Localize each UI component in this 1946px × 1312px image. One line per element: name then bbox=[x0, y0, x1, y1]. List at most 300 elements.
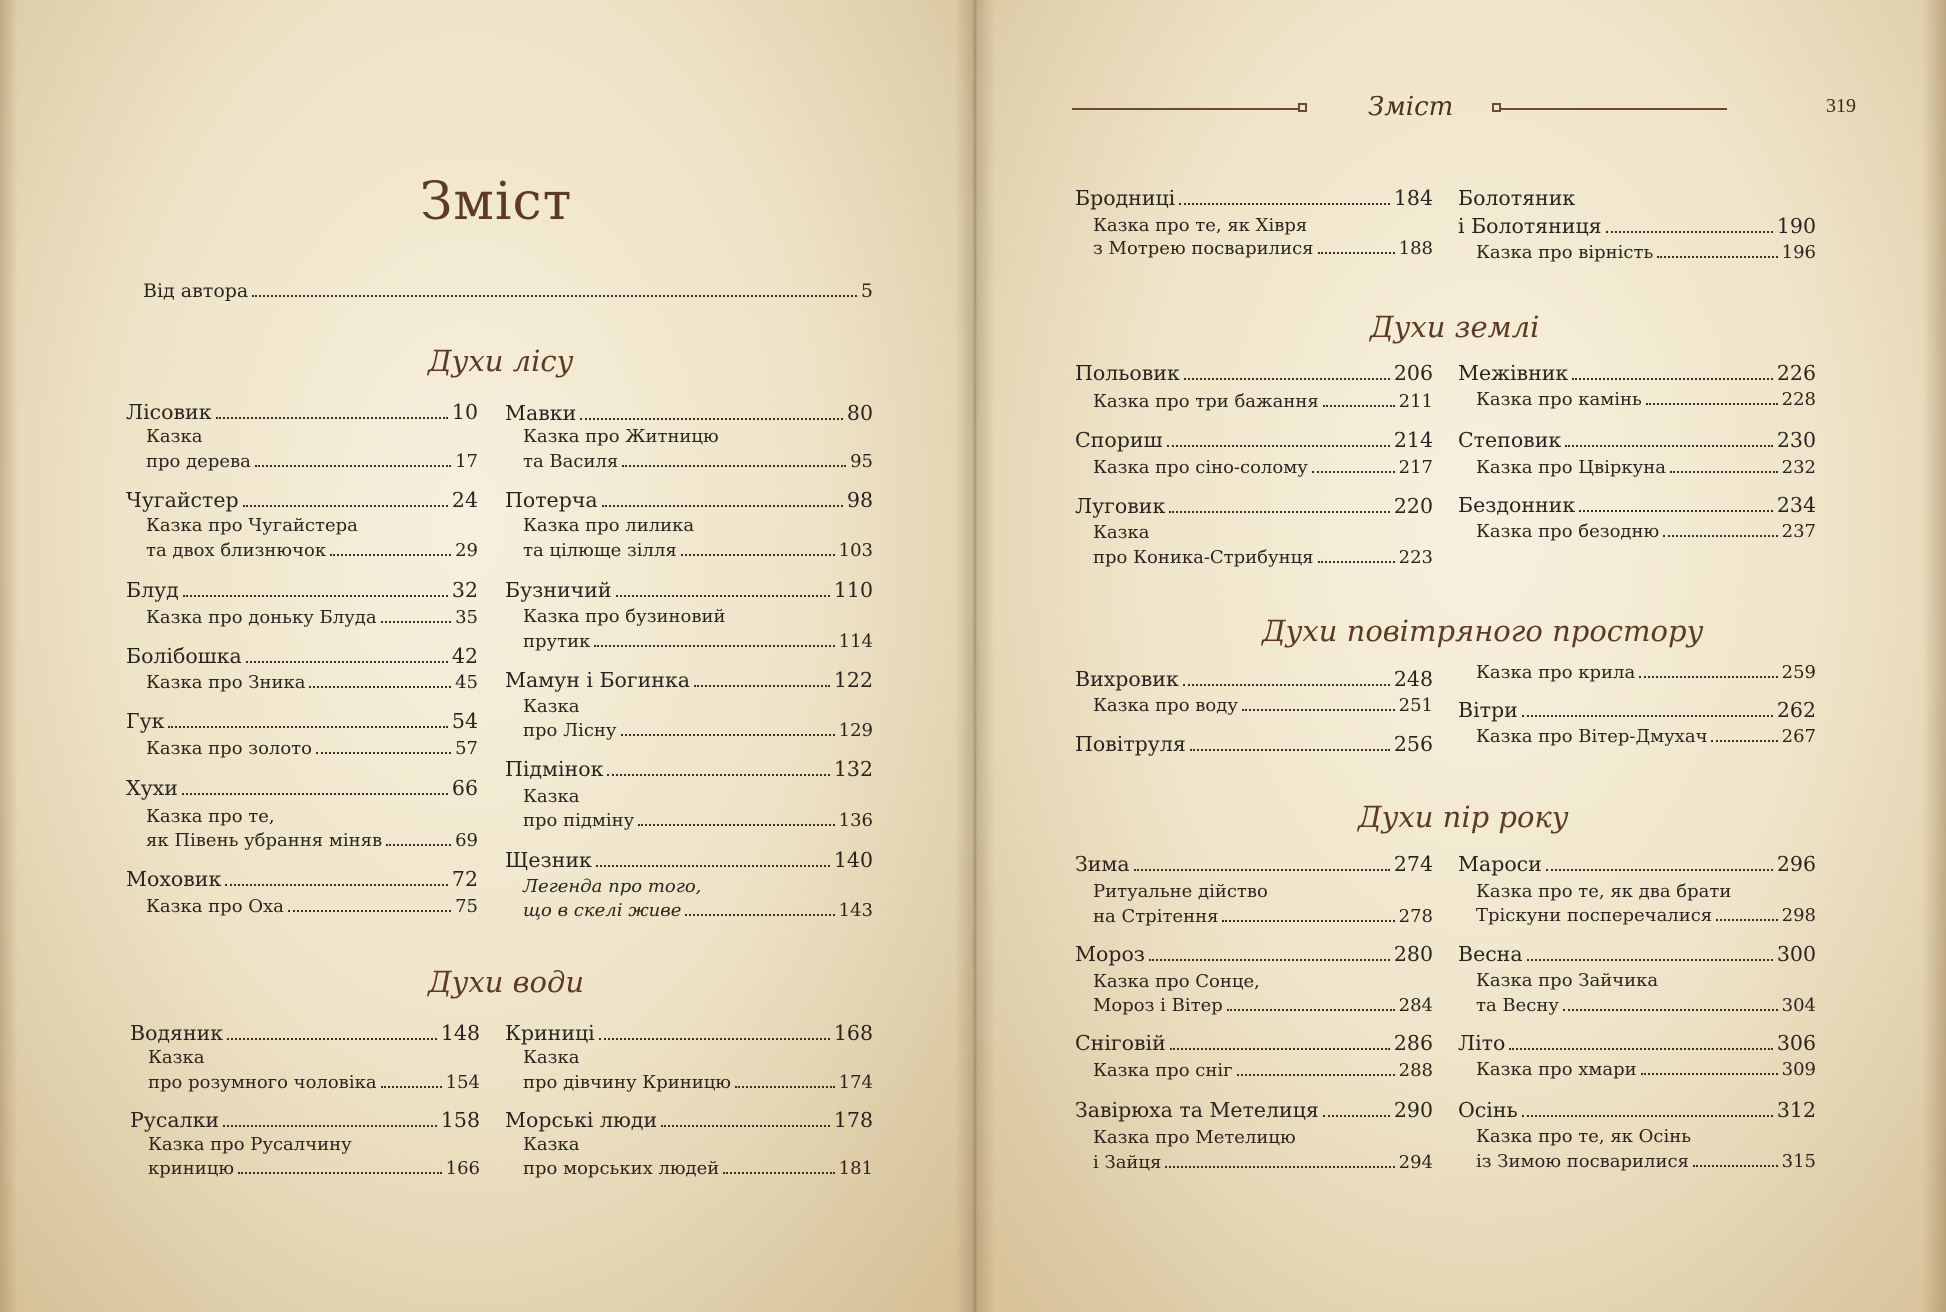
toc-sub-label-line: Казка про Сонце, bbox=[1093, 971, 1260, 992]
toc-page-number: 248 bbox=[1393, 667, 1433, 691]
toc-sub-label-line: Казка про те, bbox=[146, 806, 275, 827]
toc-sub-label-line: Казка bbox=[523, 786, 580, 807]
dot-leader bbox=[1657, 256, 1777, 258]
section-title-earth: Духи землі bbox=[1370, 310, 1540, 344]
toc-page-number: 66 bbox=[451, 776, 478, 800]
toc-label-line: Болотяник bbox=[1458, 186, 1576, 210]
toc-label: Мароси bbox=[1458, 852, 1542, 876]
toc-entry[interactable] bbox=[505, 668, 873, 692]
toc-page-number: 57 bbox=[455, 738, 478, 759]
dot-leader bbox=[1693, 1165, 1778, 1167]
toc-entry[interactable] bbox=[523, 810, 873, 831]
toc-label: Мамун і Богинка bbox=[505, 668, 690, 692]
toc-sub-label-line: Казка про те, як Хівря bbox=[1093, 215, 1308, 236]
toc-entry[interactable] bbox=[523, 1072, 873, 1093]
toc-page-number: 306 bbox=[1776, 1031, 1816, 1055]
toc-page-number: 29 bbox=[455, 540, 478, 561]
toc-label: Казка про Вітер-Дмухач bbox=[1476, 726, 1708, 747]
toc-sub-label-line: Казка bbox=[1093, 522, 1150, 543]
toc-entry[interactable] bbox=[505, 1108, 873, 1132]
toc-entry[interactable] bbox=[1458, 428, 1816, 452]
dot-leader bbox=[168, 726, 447, 728]
toc-page-number: 190 bbox=[1776, 214, 1816, 238]
dot-leader bbox=[1646, 403, 1778, 405]
toc-entry[interactable] bbox=[126, 776, 478, 800]
toc-entry[interactable] bbox=[1458, 852, 1816, 876]
toc-label: Тріскуни посперечалися bbox=[1476, 905, 1713, 926]
toc-label: Казка про крила bbox=[1476, 662, 1636, 683]
toc-label: та Весну bbox=[1476, 995, 1559, 1016]
toc-page-number: 140 bbox=[833, 848, 873, 872]
toc-page-number: 262 bbox=[1776, 698, 1816, 722]
toc-entry[interactable] bbox=[146, 540, 478, 561]
toc-sub-label-line: Казка про Русалчину bbox=[148, 1134, 352, 1155]
toc-entry[interactable] bbox=[1458, 698, 1816, 722]
toc-entry[interactable] bbox=[1093, 391, 1433, 412]
toc-page-number: 256 bbox=[1393, 732, 1433, 756]
toc-label: Криниці bbox=[505, 1021, 595, 1045]
dot-leader bbox=[1242, 709, 1395, 711]
toc-page-number: 24 bbox=[451, 488, 478, 512]
dot-leader bbox=[252, 295, 857, 297]
toc-page-number: 80 bbox=[846, 401, 873, 425]
toc-entry[interactable] bbox=[1476, 521, 1816, 542]
dot-leader bbox=[1572, 378, 1773, 380]
toc-label: та цілюще зілля bbox=[523, 540, 677, 561]
dot-leader bbox=[602, 505, 843, 507]
toc-page-number: 274 bbox=[1393, 852, 1433, 876]
toc-entry[interactable] bbox=[146, 607, 478, 628]
toc-entry[interactable] bbox=[130, 1108, 480, 1132]
dot-leader bbox=[381, 1086, 442, 1088]
toc-entry[interactable] bbox=[1075, 732, 1433, 756]
toc-label: Блуд bbox=[126, 578, 179, 602]
toc-entry[interactable] bbox=[1458, 493, 1816, 517]
toc-entry[interactable] bbox=[1476, 905, 1816, 926]
toc-label: Водяник bbox=[130, 1021, 224, 1045]
dot-leader bbox=[1563, 1009, 1778, 1011]
toc-page-number: 5 bbox=[860, 280, 873, 302]
toc-page-number: 110 bbox=[833, 578, 873, 602]
toc-page-number: 129 bbox=[838, 720, 873, 741]
dot-leader bbox=[246, 661, 448, 663]
toc-page-number: 103 bbox=[838, 540, 873, 561]
toc-sub-label-line: Казка про лилика bbox=[523, 515, 695, 536]
toc-label: Луговик bbox=[1075, 494, 1166, 518]
toc-entry[interactable] bbox=[1458, 1031, 1816, 1055]
toc-page-number: 158 bbox=[440, 1108, 480, 1132]
dot-leader bbox=[1190, 749, 1390, 751]
toc-page-number: 45 bbox=[455, 672, 478, 693]
toc-label: Осінь bbox=[1458, 1098, 1518, 1122]
toc-entry[interactable] bbox=[1476, 389, 1816, 410]
toc-entry[interactable] bbox=[1075, 361, 1433, 385]
toc-page-number: 228 bbox=[1781, 389, 1816, 410]
dot-leader bbox=[599, 1038, 830, 1040]
toc-label: Завірюха та Метелиця bbox=[1075, 1098, 1319, 1122]
toc-sub-label-line: Казка про те, як Осінь bbox=[1476, 1126, 1692, 1147]
toc-label: Мороз bbox=[1075, 942, 1145, 966]
dot-leader bbox=[255, 465, 451, 467]
book-gutter bbox=[955, 0, 995, 1312]
page-edge-shadow bbox=[1922, 0, 1946, 1312]
toc-page-number: 223 bbox=[1398, 547, 1433, 568]
toc-page-number: 54 bbox=[451, 709, 478, 733]
dot-leader bbox=[1134, 869, 1390, 871]
toc-label: Казка про три бажання bbox=[1093, 391, 1319, 412]
toc-entry[interactable] bbox=[1075, 1098, 1433, 1122]
toc-entry[interactable] bbox=[505, 757, 873, 781]
toc-entry[interactable] bbox=[1075, 186, 1433, 210]
running-head bbox=[1072, 94, 1732, 124]
toc-label: Вітри bbox=[1458, 698, 1518, 722]
dot-leader bbox=[216, 417, 448, 419]
toc-sub-label-line: Казка bbox=[523, 1047, 580, 1068]
toc-page-number: 188 bbox=[1398, 238, 1433, 259]
toc-label: криницю bbox=[148, 1158, 235, 1179]
dot-leader bbox=[1579, 510, 1773, 512]
page-edge-shadow bbox=[0, 0, 18, 1312]
toc-label: Казка про доньку Блуда bbox=[146, 607, 377, 628]
dot-leader bbox=[1716, 919, 1777, 921]
toc-page-number: 309 bbox=[1781, 1059, 1816, 1080]
head-ornament-right bbox=[1492, 103, 1501, 112]
toc-page-number: 69 bbox=[455, 830, 478, 851]
toc-label: Казка про безодню bbox=[1476, 521, 1660, 542]
dot-leader bbox=[681, 554, 835, 556]
toc-entry[interactable] bbox=[1075, 852, 1433, 876]
toc-sub-label-line: Ритуальне дійство bbox=[1093, 881, 1268, 902]
toc-entry[interactable] bbox=[523, 900, 873, 921]
toc-entry[interactable] bbox=[1476, 457, 1816, 478]
toc-page-number: 154 bbox=[445, 1072, 480, 1093]
toc-page-number: 304 bbox=[1781, 995, 1816, 1016]
toc-label: і Зайця bbox=[1093, 1152, 1162, 1173]
toc-label: Щезник bbox=[505, 848, 592, 872]
dot-leader bbox=[616, 595, 830, 597]
toc-label: про Коника-Стрибунця bbox=[1093, 547, 1314, 568]
toc-page-number: 232 bbox=[1781, 457, 1816, 478]
toc-label: Вихровик bbox=[1075, 667, 1179, 691]
dot-leader bbox=[735, 1086, 835, 1088]
toc-page-number: 220 bbox=[1393, 494, 1433, 518]
toc-page-number: 259 bbox=[1781, 662, 1816, 683]
dot-leader bbox=[1323, 405, 1395, 407]
toc-page-number: 166 bbox=[445, 1158, 480, 1179]
toc-entry[interactable] bbox=[523, 631, 873, 652]
dot-leader bbox=[1606, 231, 1773, 233]
dot-leader bbox=[1323, 1115, 1390, 1117]
dot-leader bbox=[1318, 252, 1395, 254]
toc-entry[interactable] bbox=[1075, 942, 1433, 966]
toc-label: Мавки bbox=[505, 401, 577, 425]
dot-leader bbox=[309, 686, 451, 688]
toc-page-number: 168 bbox=[833, 1021, 873, 1045]
toc-label: Казка про сніг bbox=[1093, 1060, 1233, 1081]
toc-label: про морських людей bbox=[523, 1158, 720, 1179]
toc-entry[interactable] bbox=[126, 867, 478, 891]
toc-entry[interactable] bbox=[146, 672, 478, 693]
dot-leader bbox=[1222, 920, 1394, 922]
toc-page-number: 286 bbox=[1393, 1031, 1433, 1055]
dot-leader bbox=[1641, 1073, 1778, 1075]
toc-entry[interactable] bbox=[505, 401, 873, 425]
toc-label: прутик bbox=[523, 631, 591, 652]
dot-leader bbox=[1522, 715, 1773, 717]
toc-label: з Мотрею посварилися bbox=[1093, 238, 1314, 259]
toc-page-number: 32 bbox=[451, 578, 478, 602]
dot-leader bbox=[1711, 740, 1777, 742]
toc-entry[interactable] bbox=[1458, 1098, 1816, 1122]
toc-page-number: 284 bbox=[1398, 995, 1433, 1016]
dot-leader bbox=[1670, 471, 1778, 473]
dot-leader bbox=[1183, 684, 1390, 686]
toc-entry[interactable] bbox=[505, 488, 873, 512]
toc-entry[interactable] bbox=[1458, 361, 1816, 385]
toc-entry[interactable] bbox=[126, 709, 478, 733]
toc-page-number: 230 bbox=[1776, 428, 1816, 452]
toc-entry[interactable] bbox=[523, 1158, 873, 1179]
toc-label: та Василя bbox=[523, 451, 619, 472]
toc-label: Казка про воду bbox=[1093, 695, 1238, 716]
toc-label: Від автора bbox=[143, 280, 249, 302]
toc-entry[interactable] bbox=[1476, 726, 1816, 747]
dot-leader bbox=[1318, 561, 1395, 563]
toc-sub-label-line: Казка про Метелицю bbox=[1093, 1127, 1296, 1148]
toc-page-number: 72 bbox=[451, 867, 478, 891]
dot-leader bbox=[223, 1125, 437, 1127]
toc-entry[interactable] bbox=[1075, 667, 1433, 691]
toc-entry[interactable] bbox=[1476, 1151, 1816, 1172]
toc-label: про дівчину Криницю bbox=[523, 1072, 731, 1093]
dot-leader bbox=[1169, 511, 1390, 513]
toc-entry[interactable] bbox=[1476, 662, 1816, 683]
toc-page-number: 267 bbox=[1781, 726, 1816, 747]
toc-label: Казка про Оха bbox=[146, 896, 284, 917]
toc-entry[interactable] bbox=[523, 451, 873, 472]
toc-entry[interactable] bbox=[126, 578, 478, 602]
dot-leader bbox=[596, 865, 830, 867]
toc-label: що в скелі живе bbox=[523, 900, 682, 921]
toc-entry[interactable] bbox=[146, 738, 478, 759]
dot-leader bbox=[243, 505, 448, 507]
toc-entry[interactable] bbox=[1476, 995, 1816, 1016]
dot-leader bbox=[1184, 378, 1390, 380]
dot-leader bbox=[594, 645, 834, 647]
toc-label: Бузничий bbox=[505, 578, 612, 602]
dot-leader bbox=[723, 1172, 834, 1174]
dot-leader bbox=[227, 1038, 437, 1040]
dot-leader bbox=[1527, 959, 1773, 961]
toc-page-number: 234 bbox=[1776, 493, 1816, 517]
toc-entry[interactable] bbox=[505, 578, 873, 602]
toc-page-number: 288 bbox=[1398, 1060, 1433, 1081]
toc-entry-author[interactable] bbox=[143, 280, 873, 302]
toc-entry[interactable] bbox=[1476, 242, 1816, 263]
toc-sub-label-line: Казка про Житницю bbox=[523, 426, 719, 447]
dot-leader bbox=[1167, 445, 1390, 447]
dot-leader bbox=[225, 884, 448, 886]
toc-page-number: 211 bbox=[1398, 391, 1433, 412]
dot-leader bbox=[685, 914, 834, 916]
toc-sub-label-line: Казка про Зайчика bbox=[1476, 970, 1659, 991]
toc-entry[interactable] bbox=[1093, 457, 1433, 478]
section-title-forest: Духи лісу bbox=[428, 344, 574, 378]
toc-entry[interactable] bbox=[1093, 1060, 1433, 1081]
toc-entry[interactable] bbox=[1093, 995, 1433, 1016]
dot-leader bbox=[288, 910, 451, 912]
toc-label: Підмінок bbox=[505, 757, 604, 781]
toc-page-number: 178 bbox=[833, 1108, 873, 1132]
toc-sub-label-line: Казка про Чугайстера bbox=[146, 515, 358, 536]
toc-page-number: 196 bbox=[1781, 242, 1816, 263]
toc-label: Казка про вірність bbox=[1476, 242, 1654, 263]
toc-entry[interactable] bbox=[1075, 428, 1433, 452]
dot-leader bbox=[1165, 1166, 1394, 1168]
toc-page-number: 181 bbox=[838, 1158, 873, 1179]
toc-label: Степовик bbox=[1458, 428, 1562, 452]
dot-leader bbox=[1546, 869, 1773, 871]
section-title-air: Духи повітряного простору bbox=[1262, 614, 1704, 648]
toc-label: та двох близнючок bbox=[146, 540, 327, 561]
toc-entry[interactable] bbox=[126, 488, 478, 512]
toc-page-number: 10 bbox=[451, 400, 478, 424]
toc-page-number: 132 bbox=[833, 757, 873, 781]
dot-leader bbox=[330, 554, 451, 556]
toc-page-number: 226 bbox=[1776, 361, 1816, 385]
toc-label: Казка про золото bbox=[146, 738, 312, 759]
head-rule-right bbox=[1501, 108, 1727, 110]
toc-label: Казка про камінь bbox=[1476, 389, 1642, 410]
toc-entry[interactable] bbox=[148, 1158, 480, 1179]
toc-label: Зима bbox=[1075, 852, 1130, 876]
toc-page-number: 217 bbox=[1398, 457, 1433, 478]
toc-page-number: 17 bbox=[455, 451, 478, 472]
toc-page-number: 315 bbox=[1781, 1151, 1816, 1172]
toc-label: Казка про Зника bbox=[146, 672, 306, 693]
dot-leader bbox=[1227, 1009, 1395, 1011]
toc-label: Казка про хмари bbox=[1476, 1059, 1637, 1080]
toc-page-number: 280 bbox=[1393, 942, 1433, 966]
toc-label: Мороз і Вітер bbox=[1093, 995, 1223, 1016]
toc-label: Бездонник bbox=[1458, 493, 1576, 517]
toc-page-number: 251 bbox=[1398, 695, 1433, 716]
toc-entry[interactable] bbox=[146, 896, 478, 917]
dot-leader bbox=[1639, 676, 1777, 678]
toc-entry[interactable] bbox=[523, 540, 873, 561]
toc-label: про Лісну bbox=[523, 720, 617, 741]
page-title: Зміст bbox=[420, 172, 573, 232]
toc-label: Межівник bbox=[1458, 361, 1569, 385]
section-title-water: Духи води bbox=[428, 965, 585, 999]
toc-entry[interactable] bbox=[1093, 238, 1433, 259]
toc-label: Морські люди bbox=[505, 1108, 658, 1132]
toc-entry[interactable] bbox=[505, 1021, 873, 1045]
toc-sub-label-line: Казка bbox=[146, 426, 203, 447]
toc-page-number: 298 bbox=[1781, 905, 1816, 926]
toc-label: Гук bbox=[126, 709, 165, 733]
dot-leader bbox=[386, 844, 451, 846]
toc-page-number: 136 bbox=[838, 810, 873, 831]
toc-page-number: 75 bbox=[455, 896, 478, 917]
toc-page-number: 98 bbox=[846, 488, 873, 512]
dot-leader bbox=[1149, 959, 1390, 961]
toc-page-number: 114 bbox=[838, 631, 873, 652]
toc-entry[interactable] bbox=[1458, 214, 1816, 238]
dot-leader bbox=[1170, 1048, 1390, 1050]
toc-page-number: 174 bbox=[838, 1072, 873, 1093]
toc-label: Повітруля bbox=[1075, 732, 1186, 756]
toc-page-number: 148 bbox=[440, 1021, 480, 1045]
toc-label: Казка про Цвіркуна bbox=[1476, 457, 1666, 478]
toc-page-number: 184 bbox=[1393, 186, 1433, 210]
toc-label: Бродниці bbox=[1075, 186, 1176, 210]
toc-entry[interactable] bbox=[146, 830, 478, 851]
toc-page-number: 122 bbox=[833, 668, 873, 692]
toc-label: Хухи bbox=[126, 776, 178, 800]
toc-entry[interactable] bbox=[126, 644, 478, 668]
toc-entry[interactable] bbox=[1093, 547, 1433, 568]
toc-label: Чугайстер bbox=[126, 488, 239, 512]
toc-sub-label-line: Казка про те, як два брати bbox=[1476, 881, 1732, 902]
toc-entry[interactable] bbox=[1093, 695, 1433, 716]
toc-entry[interactable] bbox=[1093, 906, 1433, 927]
toc-sub-label-line: Казка bbox=[523, 1134, 580, 1155]
toc-page-number: 290 bbox=[1393, 1098, 1433, 1122]
toc-entry[interactable] bbox=[1093, 1152, 1433, 1173]
running-head-title: Зміст bbox=[1368, 92, 1454, 122]
dot-leader bbox=[381, 621, 451, 623]
toc-sub-label-line: Казка про бузиновий bbox=[523, 606, 726, 627]
toc-page-number: 42 bbox=[451, 644, 478, 668]
toc-label: Польовик bbox=[1075, 361, 1180, 385]
dot-leader bbox=[1179, 203, 1390, 205]
toc-entry[interactable] bbox=[1458, 942, 1816, 966]
toc-label: Потерча bbox=[505, 488, 598, 512]
toc-entry[interactable] bbox=[130, 1021, 480, 1045]
dot-leader bbox=[182, 793, 448, 795]
toc-page-number: 214 bbox=[1393, 428, 1433, 452]
toc-sub-label-line: Казка bbox=[523, 696, 580, 717]
dot-leader bbox=[1312, 471, 1395, 473]
toc-entry[interactable] bbox=[126, 400, 478, 424]
toc-label: Болібошка bbox=[126, 644, 242, 668]
toc-label: Моховик bbox=[126, 867, 222, 891]
toc-label: Русалки bbox=[130, 1108, 220, 1132]
dot-leader bbox=[580, 418, 843, 420]
toc-entry[interactable] bbox=[505, 848, 873, 872]
toc-label: Казка про сіно-солому bbox=[1093, 457, 1308, 478]
toc-label: на Стрітення bbox=[1093, 906, 1219, 927]
toc-entry[interactable] bbox=[148, 1072, 480, 1093]
toc-label: і Болотяниця bbox=[1458, 214, 1602, 238]
toc-entry[interactable] bbox=[1075, 1031, 1433, 1055]
toc-label: із Зимою посварилися bbox=[1476, 1151, 1689, 1172]
toc-page-number: 35 bbox=[455, 607, 478, 628]
dot-leader bbox=[1565, 445, 1773, 447]
toc-entry[interactable] bbox=[1476, 1059, 1816, 1080]
toc-entry[interactable] bbox=[523, 720, 873, 741]
dot-leader bbox=[1663, 535, 1777, 537]
dot-leader bbox=[638, 824, 834, 826]
toc-entry[interactable] bbox=[146, 451, 478, 472]
dot-leader bbox=[621, 734, 835, 736]
dot-leader bbox=[183, 595, 448, 597]
toc-label: Весна bbox=[1458, 942, 1523, 966]
toc-entry[interactable] bbox=[1075, 494, 1433, 518]
dot-leader bbox=[1509, 1048, 1773, 1050]
toc-page-number: 95 bbox=[850, 451, 873, 472]
